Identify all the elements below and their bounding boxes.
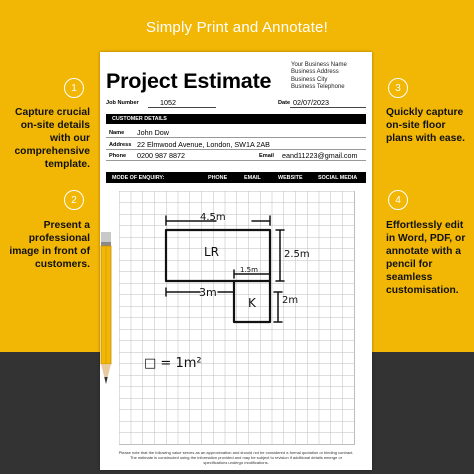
document-title: Project Estimate [106, 69, 272, 93]
room-2-label: K [248, 296, 256, 310]
room-1-label: LR [204, 245, 220, 259]
enquiry-label: MODE OF ENQUIRY: [112, 174, 165, 181]
step-1-text: Capture crucial on-site details with our comprehensive template. [14, 107, 90, 170]
date-label: Date [278, 100, 291, 106]
step-3-text: Quickly capture on-site floor plans with ease. [386, 107, 465, 144]
enquiry-option-phone[interactable]: PHONE [208, 174, 228, 181]
step-4-text: Effortlessly edit in Word, PDF, or annotate with a pencil for seamless customisation. [386, 220, 466, 296]
dim-top-label: 4.5m [200, 212, 226, 223]
date-value[interactable]: 02/07/2023 [293, 98, 329, 107]
job-number-value[interactable]: 1052 [160, 98, 176, 107]
step-2-text: Present a professional image in front of customers. [9, 220, 90, 270]
name-value[interactable]: John Dow [137, 128, 169, 137]
name-label: Name [109, 130, 125, 136]
estimate-sheet [100, 52, 372, 470]
step-3-badge: 3 [388, 78, 408, 98]
customer-details-heading: CUSTOMER DETAILS [112, 116, 167, 122]
disclaimer-text: Please note that the following value serves as an approximation and should not be considered a formal quotation or binding contract. The estimate is constructed using the information provided and may be subject to revision if additional details emerge or specifications undergo modifications. [118, 450, 354, 465]
business-address: Business Address [291, 69, 339, 76]
job-number-label: Job Number [106, 100, 139, 106]
dim-right-line [276, 230, 284, 281]
business-city: Business City [291, 76, 328, 83]
address-value[interactable]: 22 Elmwood Avenue, London, SW1A 2AB [137, 140, 270, 149]
enquiry-option-social-media[interactable]: SOCIAL MEDIA [318, 174, 358, 181]
dim-right-2-line [274, 292, 282, 322]
email-value[interactable]: eand11223@gmail.com [282, 151, 358, 160]
phone-label: Phone [109, 153, 127, 159]
business-name: Your Business Name [291, 62, 347, 68]
email-label: Email [259, 153, 274, 159]
dim-right-label: 2.5m [284, 249, 310, 260]
floor-plan-sketch [100, 52, 372, 470]
business-telephone: Business Telephone [291, 83, 345, 90]
dim-small-label: 1.5m [240, 266, 258, 274]
enquiry-option-email[interactable]: EMAIL [244, 174, 261, 181]
phone-value[interactable]: 0200 987 8872 [137, 151, 185, 160]
step-1-badge: 1 [64, 78, 84, 98]
step-2-badge: 2 [64, 190, 84, 210]
step-4-badge: 4 [388, 190, 408, 210]
dim-right-2-label: 2m [282, 295, 299, 306]
address-label: Address [109, 142, 132, 148]
grid-scale-legend: □ = 1m² [144, 356, 202, 371]
headline: Simply Print and Annotate! [146, 19, 328, 36]
pencil-icon [98, 232, 114, 392]
enquiry-option-website[interactable]: WEBSITE [278, 174, 303, 181]
dim-left-label: 3m [199, 286, 217, 299]
